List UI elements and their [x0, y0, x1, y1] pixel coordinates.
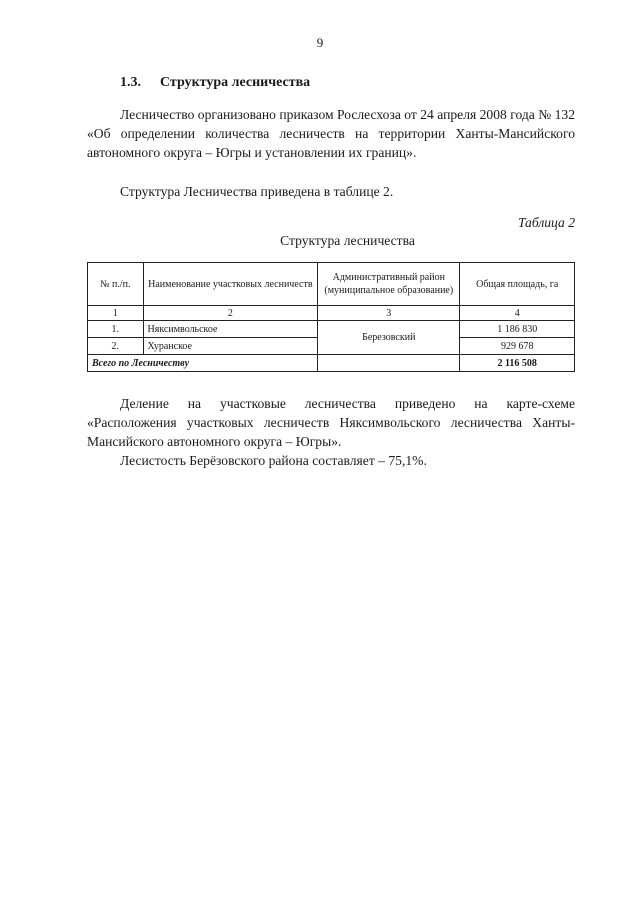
total-area: 2 116 508	[460, 355, 575, 372]
page-number: 9	[316, 35, 324, 50]
row-area: 1 186 830	[460, 321, 575, 338]
row-name: Хуранское	[143, 338, 318, 355]
header-name: Наименование участковых лесничеств	[143, 263, 318, 306]
header-area: Общая площадь, га	[460, 263, 575, 306]
column-number: 2	[143, 306, 318, 321]
paragraph-division: Деление на участковые лесничества приведено на карте-схеме «Расположения участковых лесничеств Няксимвольского лесничества Ханты-Мансийского автономного округа – Югры».	[87, 396, 575, 449]
total-label: Всего по Лесничеству	[88, 355, 318, 372]
row-district: Березовский	[318, 321, 460, 355]
row-area: 929 678	[460, 338, 575, 355]
row-idx: 1.	[88, 321, 144, 338]
table-total-row	[88, 355, 575, 372]
paragraph-forest-cover: Лесистость Берёзовского района составляет – 75,1%.	[120, 453, 427, 468]
section-number: 1.3.	[120, 75, 141, 90]
section-title: Структура лесничества	[160, 75, 311, 90]
table-header-row	[88, 263, 575, 306]
row-idx: 2.	[88, 338, 144, 355]
total-empty-cell	[318, 355, 460, 372]
table-row	[88, 321, 575, 338]
section-heading	[120, 75, 310, 91]
paragraph-establishment: Лесничество организовано приказом Рослесхоза от 24 апреля 2008 года № 132 «Об определении количества лесничеств на территории Ханты-Мансийского автономного округа – Югры и установлении их границ».	[87, 107, 575, 160]
forestry-structure-table	[87, 262, 575, 372]
column-numbering-row	[88, 306, 575, 321]
header-idx: № п./п.	[88, 263, 144, 306]
row-name: Няксимвольское	[143, 321, 318, 338]
column-number: 1	[88, 306, 144, 321]
table-title: Структура лесничества	[280, 233, 415, 248]
header-district: Административный район (муниципальное образование)	[318, 263, 460, 306]
paragraph-structure-ref: Структура Лесничества приведена в таблице 2.	[120, 184, 394, 199]
column-number: 4	[460, 306, 575, 321]
column-number: 3	[318, 306, 460, 321]
table-label: Таблица 2	[517, 215, 575, 230]
